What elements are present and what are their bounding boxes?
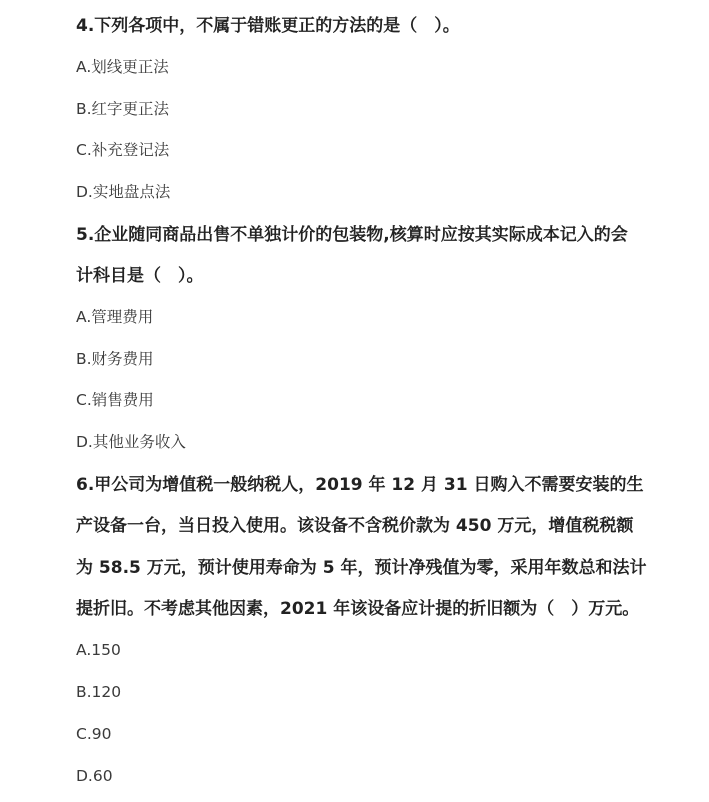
question-6-option-d: D.60 <box>76 767 113 785</box>
question-4-option-d: D.实地盘点法 <box>76 183 171 201</box>
question-4-option-c: C.补充登记法 <box>76 141 170 159</box>
question-5-option-c: C.销售费用 <box>76 391 154 409</box>
question-6-option-a: A.150 <box>76 641 121 659</box>
question-5-option-b: B.财务费用 <box>76 350 154 368</box>
question-5-stem-line-1: 5.企业随同商品出售不单独计价的包装物,核算时应按其实际成本记入的会 <box>76 225 628 245</box>
question-4-option-a: A.划线更正法 <box>76 58 169 76</box>
question-6-stem-line-4: 提折旧。不考虑其他因素，2021 年该设备应计提的折旧额为（ ）万元。 <box>76 599 640 619</box>
question-6-stem-line-2: 产设备一台，当日投入使用。该设备不含税价款为 450 万元，增值税税额 <box>76 516 634 536</box>
question-4-option-b: B.红字更正法 <box>76 100 170 118</box>
question-6-option-c: C.90 <box>76 725 112 743</box>
question-5-stem-line-2: 计科目是（ ）。 <box>76 266 204 286</box>
question-4-stem: 4.下列各项中，不属于错账更正的方法的是（ ）。 <box>76 16 460 36</box>
question-5-option-a: A.管理费用 <box>76 308 154 326</box>
question-6-stem-line-1: 6.甲公司为增值税一般纳税人，2019 年 12 月 31 日购入不需要安装的生 <box>76 475 644 495</box>
question-5-option-d: D.其他业务收入 <box>76 433 186 451</box>
question-6-option-b: B.120 <box>76 683 122 701</box>
question-6-stem-line-3: 为 58.5 万元，预计使用寿命为 5 年，预计净残值为零，采用年数总和法计 <box>76 558 647 578</box>
